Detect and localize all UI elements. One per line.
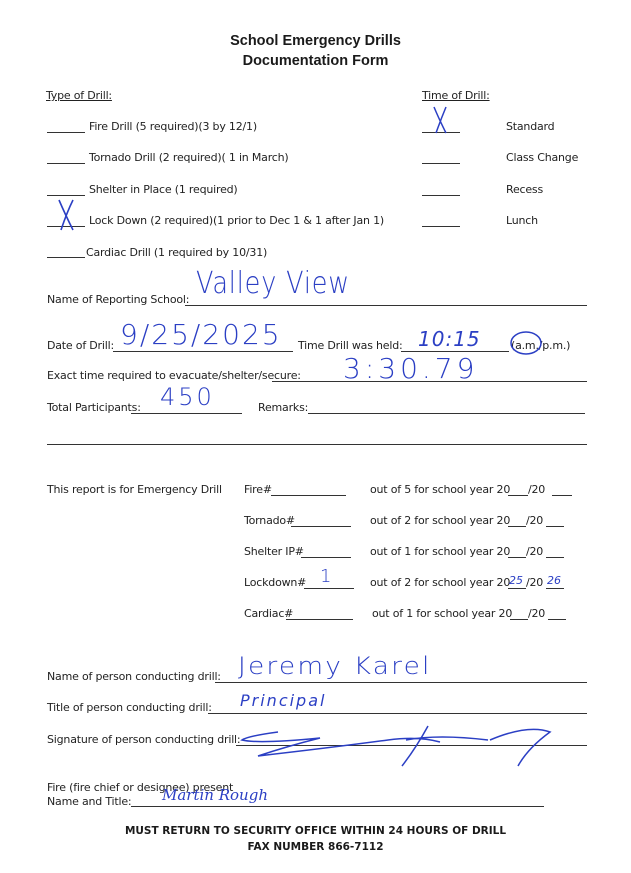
evacuate-time-value: 3:30.79 [343, 352, 479, 385]
participants-value: 450 [160, 383, 215, 411]
report-row-suffix: out of 2 for school year 20 [370, 514, 511, 527]
time-held-label: Time Drill was held: [298, 339, 403, 352]
form-title-line2: Documentation Form [242, 53, 389, 69]
time-label: Recess [506, 183, 543, 196]
conductor-name-value: Jeremy Karel [238, 652, 432, 680]
year2-value: 26 [547, 574, 561, 587]
fire-official-label-line1: Fire (fire chief or designee) present [47, 781, 234, 794]
drill-type-label: Cardiac Drill (1 required by 10/31) [86, 246, 268, 259]
conductor-name-label: Name of person conducting drill: [47, 670, 221, 683]
date-value: 9/25/2025 [120, 318, 282, 351]
report-row-label: Lockdown# [244, 576, 307, 589]
year1-field[interactable] [508, 557, 526, 558]
year1-field[interactable] [508, 495, 528, 496]
report-row-label: Fire# [244, 483, 272, 496]
year-separator: /20 [526, 576, 544, 589]
checkbox-line[interactable] [47, 195, 85, 196]
report-row-label: Cardiac# [244, 607, 294, 620]
report-row-suffix: out of 1 for school year 20 [370, 545, 511, 558]
remarks-field-line2[interactable] [47, 444, 587, 445]
report-row-suffix: out of 5 for school year 20 [370, 483, 511, 496]
year2-field[interactable] [546, 588, 564, 589]
time-label: Class Change [506, 151, 579, 164]
year-separator: /20 [528, 607, 546, 620]
report-intro: This report is for Emergency Drill [47, 483, 222, 496]
year-separator: /20 [526, 545, 544, 558]
am-circled-mark-icon [507, 329, 545, 357]
footer-return-notice: MUST RETURN TO SECURITY OFFICE WITHIN 24 HOURS OF DRILL [124, 825, 507, 837]
year1-field[interactable] [508, 526, 526, 527]
footer-fax-number: FAX NUMBER 866-7112 [247, 841, 384, 853]
year-separator: /20 [526, 514, 544, 527]
year2-field[interactable] [548, 619, 566, 620]
school-name-value: Valley View [196, 266, 351, 301]
drill-type-label: Shelter in Place (1 required) [89, 183, 238, 196]
drill-type-label: Fire Drill (5 required)(3 by 12/1) [89, 120, 257, 133]
report-row-suffix: out of 2 for school year 20 [370, 576, 511, 589]
school-name-field[interactable] [185, 305, 587, 306]
type-of-drill-heading: Type of Drill: [46, 89, 112, 102]
time-of-drill-heading: Time of Drill: [422, 89, 490, 102]
year-separator: /20 [528, 483, 546, 496]
time-label: Standard [506, 120, 555, 133]
checkbox-line[interactable] [47, 132, 85, 133]
drill-type-label: Lock Down (2 required)(1 prior to Dec 1 & 1 after Jan 1) [89, 214, 384, 227]
checkbox-line[interactable] [47, 257, 85, 258]
form-title-line1: School Emergency Drills [230, 33, 401, 49]
report-row-label: Shelter IP# [244, 545, 304, 558]
report-count-field[interactable] [301, 557, 351, 558]
evacuate-time-label: Exact time required to evacuate/shelter/secure: [47, 369, 301, 382]
year2-field[interactable] [546, 557, 564, 558]
report-row-suffix: out of 1 for school year 20 [372, 607, 513, 620]
remarks-field[interactable] [308, 413, 585, 414]
fire-official-value: Martin Rough [162, 786, 268, 804]
conductor-title-label: Title of person conducting drill: [47, 701, 212, 714]
school-name-label: Name of Reporting School: [47, 293, 190, 306]
checkbox-line[interactable] [422, 195, 460, 196]
year2-field[interactable] [552, 495, 572, 496]
year1-field[interactable] [508, 588, 526, 589]
report-count-field[interactable] [271, 495, 346, 496]
drill-type-label: Tornado Drill (2 required)( 1 in March) [89, 151, 289, 164]
year2-field[interactable] [546, 526, 564, 527]
fire-official-field[interactable] [131, 806, 544, 807]
fire-official-label-line2: Name and Title: [47, 795, 132, 808]
checkbox-line[interactable] [422, 163, 460, 164]
report-row-label: Tornado# [244, 514, 295, 527]
year1-field[interactable] [510, 619, 528, 620]
report-count-field[interactable] [286, 619, 353, 620]
report-count-field[interactable] [304, 588, 354, 589]
conductor-name-field[interactable] [215, 682, 587, 683]
year1-value: 25 [509, 574, 523, 587]
participants-label: Total Participants: [47, 401, 141, 414]
conductor-title-field[interactable] [208, 713, 587, 714]
report-count-field[interactable] [291, 526, 351, 527]
checkbox-line[interactable] [47, 163, 85, 164]
date-field[interactable] [113, 351, 293, 352]
remarks-label: Remarks: [258, 401, 309, 414]
x-check-mark-icon [430, 105, 452, 135]
report-count-value: 1 [320, 566, 332, 587]
conductor-title-value: Principal [240, 691, 327, 710]
checkbox-line[interactable] [422, 226, 460, 227]
date-label: Date of Drill: [47, 339, 114, 352]
signature-scribble-icon [228, 718, 568, 770]
time-held-value: 10:15 [418, 327, 481, 351]
x-check-mark-icon [55, 198, 79, 232]
ampm-label: (a.m./p.m.) [511, 339, 571, 352]
signature-label: Signature of person conducting drill: [47, 733, 241, 746]
participants-field[interactable] [131, 413, 242, 414]
time-label: Lunch [506, 214, 538, 227]
